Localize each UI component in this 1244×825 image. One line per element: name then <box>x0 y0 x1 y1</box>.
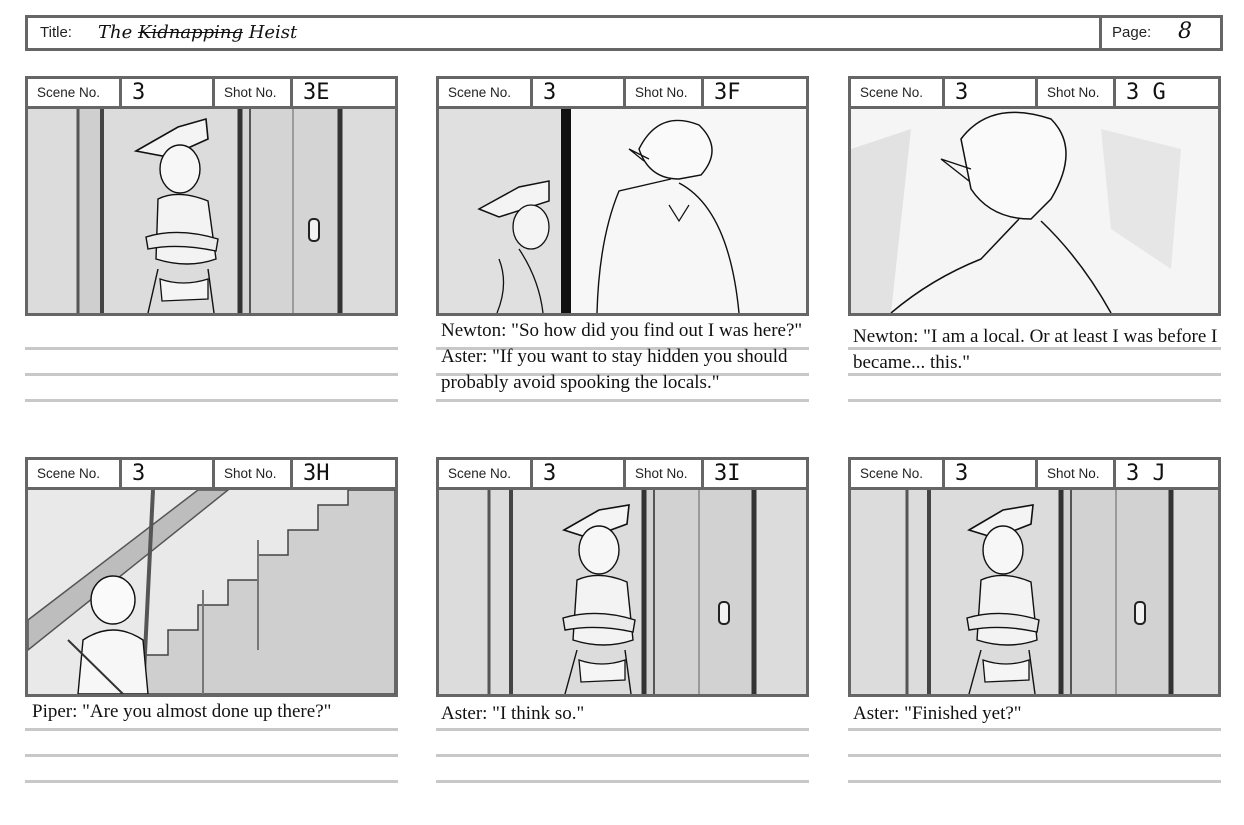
dialogue-line: Aster: "I think so." <box>441 703 585 724</box>
storyboard-panel <box>25 457 398 801</box>
shot-value: 3H <box>303 461 330 486</box>
dialogue-caption <box>441 701 813 727</box>
dialogue-line: Piper: "Are you almost done up there?" <box>32 701 332 722</box>
dialogue-lines <box>25 697 398 801</box>
shot-label: Shot No. <box>224 466 277 481</box>
panel-frame-drawing <box>848 487 1221 697</box>
storyboard-panel <box>25 76 398 420</box>
scene-value: 3 <box>955 80 969 105</box>
panel-frame-drawing <box>848 106 1221 316</box>
panel-frame-drawing <box>25 487 398 697</box>
scene-label: Scene No. <box>860 85 924 100</box>
dialogue-lines <box>848 316 1221 420</box>
scene-value: 3 <box>132 80 146 105</box>
title-value <box>98 22 297 43</box>
sketch-aster-leaning <box>439 490 806 694</box>
shot-label: Shot No. <box>224 85 277 100</box>
dialogue-lines <box>436 316 809 420</box>
storyboard-panel <box>848 76 1221 420</box>
shot-label: Shot No. <box>635 466 688 481</box>
title-struck-word: Kidnapping <box>138 22 243 43</box>
title-suffix: Heist <box>248 22 298 43</box>
page-label: Page: <box>1112 24 1152 41</box>
panel-header <box>436 457 809 487</box>
shot-label: Shot No. <box>1047 85 1100 100</box>
panel-header <box>436 76 809 106</box>
shot-value: 3 G <box>1126 80 1166 105</box>
dialogue-line: Aster: "If you want to stay hidden you should probably avoid spooking the locals." <box>441 346 788 393</box>
dialogue-lines <box>25 316 398 420</box>
shot-value: 3I <box>714 461 741 486</box>
dialogue-caption <box>853 701 1225 727</box>
scene-label: Scene No. <box>448 85 512 100</box>
page-number-box <box>1099 18 1220 48</box>
shot-value: 3 J <box>1126 461 1166 486</box>
dialogue-line: Newton: "So how did you find out I was here?" <box>441 320 803 341</box>
dialogue-caption <box>853 324 1225 376</box>
panel-frame-drawing <box>436 106 809 316</box>
dialogue-caption <box>32 699 404 725</box>
dialogue-lines <box>848 697 1221 801</box>
panel-frame-drawing <box>436 487 809 697</box>
panel-header <box>848 457 1221 487</box>
scene-value: 3 <box>132 461 146 486</box>
panel-header <box>848 76 1221 106</box>
scene-label: Scene No. <box>860 466 924 481</box>
sketch-aster-leaning <box>851 490 1218 694</box>
sketch-aster-leaning <box>28 109 395 313</box>
scene-label: Scene No. <box>37 466 101 481</box>
dialogue-lines <box>436 697 809 801</box>
scene-label: Scene No. <box>37 85 101 100</box>
storyboard-panel <box>436 457 809 801</box>
shot-label: Shot No. <box>635 85 688 100</box>
shot-label: Shot No. <box>1047 466 1100 481</box>
title-prefix: The <box>98 22 133 43</box>
storyboard-panel <box>848 457 1221 801</box>
scene-value: 3 <box>543 80 557 105</box>
page-value: 8 <box>1178 19 1192 44</box>
title-label: Title: <box>40 24 72 41</box>
dialogue-line: Newton: "I am a local. Or at least I was before I became... this." <box>853 326 1218 373</box>
panel-header <box>25 76 398 106</box>
storyboard-panel <box>436 76 809 420</box>
scene-label: Scene No. <box>448 466 512 481</box>
scene-value: 3 <box>955 461 969 486</box>
sketch-split-aster-newton <box>439 109 806 313</box>
shot-value: 3F <box>714 80 741 105</box>
dialogue-caption <box>441 318 813 396</box>
panel-header <box>25 457 398 487</box>
sketch-piper-staircase <box>28 490 395 694</box>
panel-frame-drawing <box>25 106 398 316</box>
storyboard-title-bar <box>25 15 1223 51</box>
sketch-newton-closeup <box>851 109 1218 313</box>
dialogue-line: Aster: "Finished yet?" <box>853 703 1022 724</box>
scene-value: 3 <box>543 461 557 486</box>
shot-value: 3E <box>303 80 330 105</box>
